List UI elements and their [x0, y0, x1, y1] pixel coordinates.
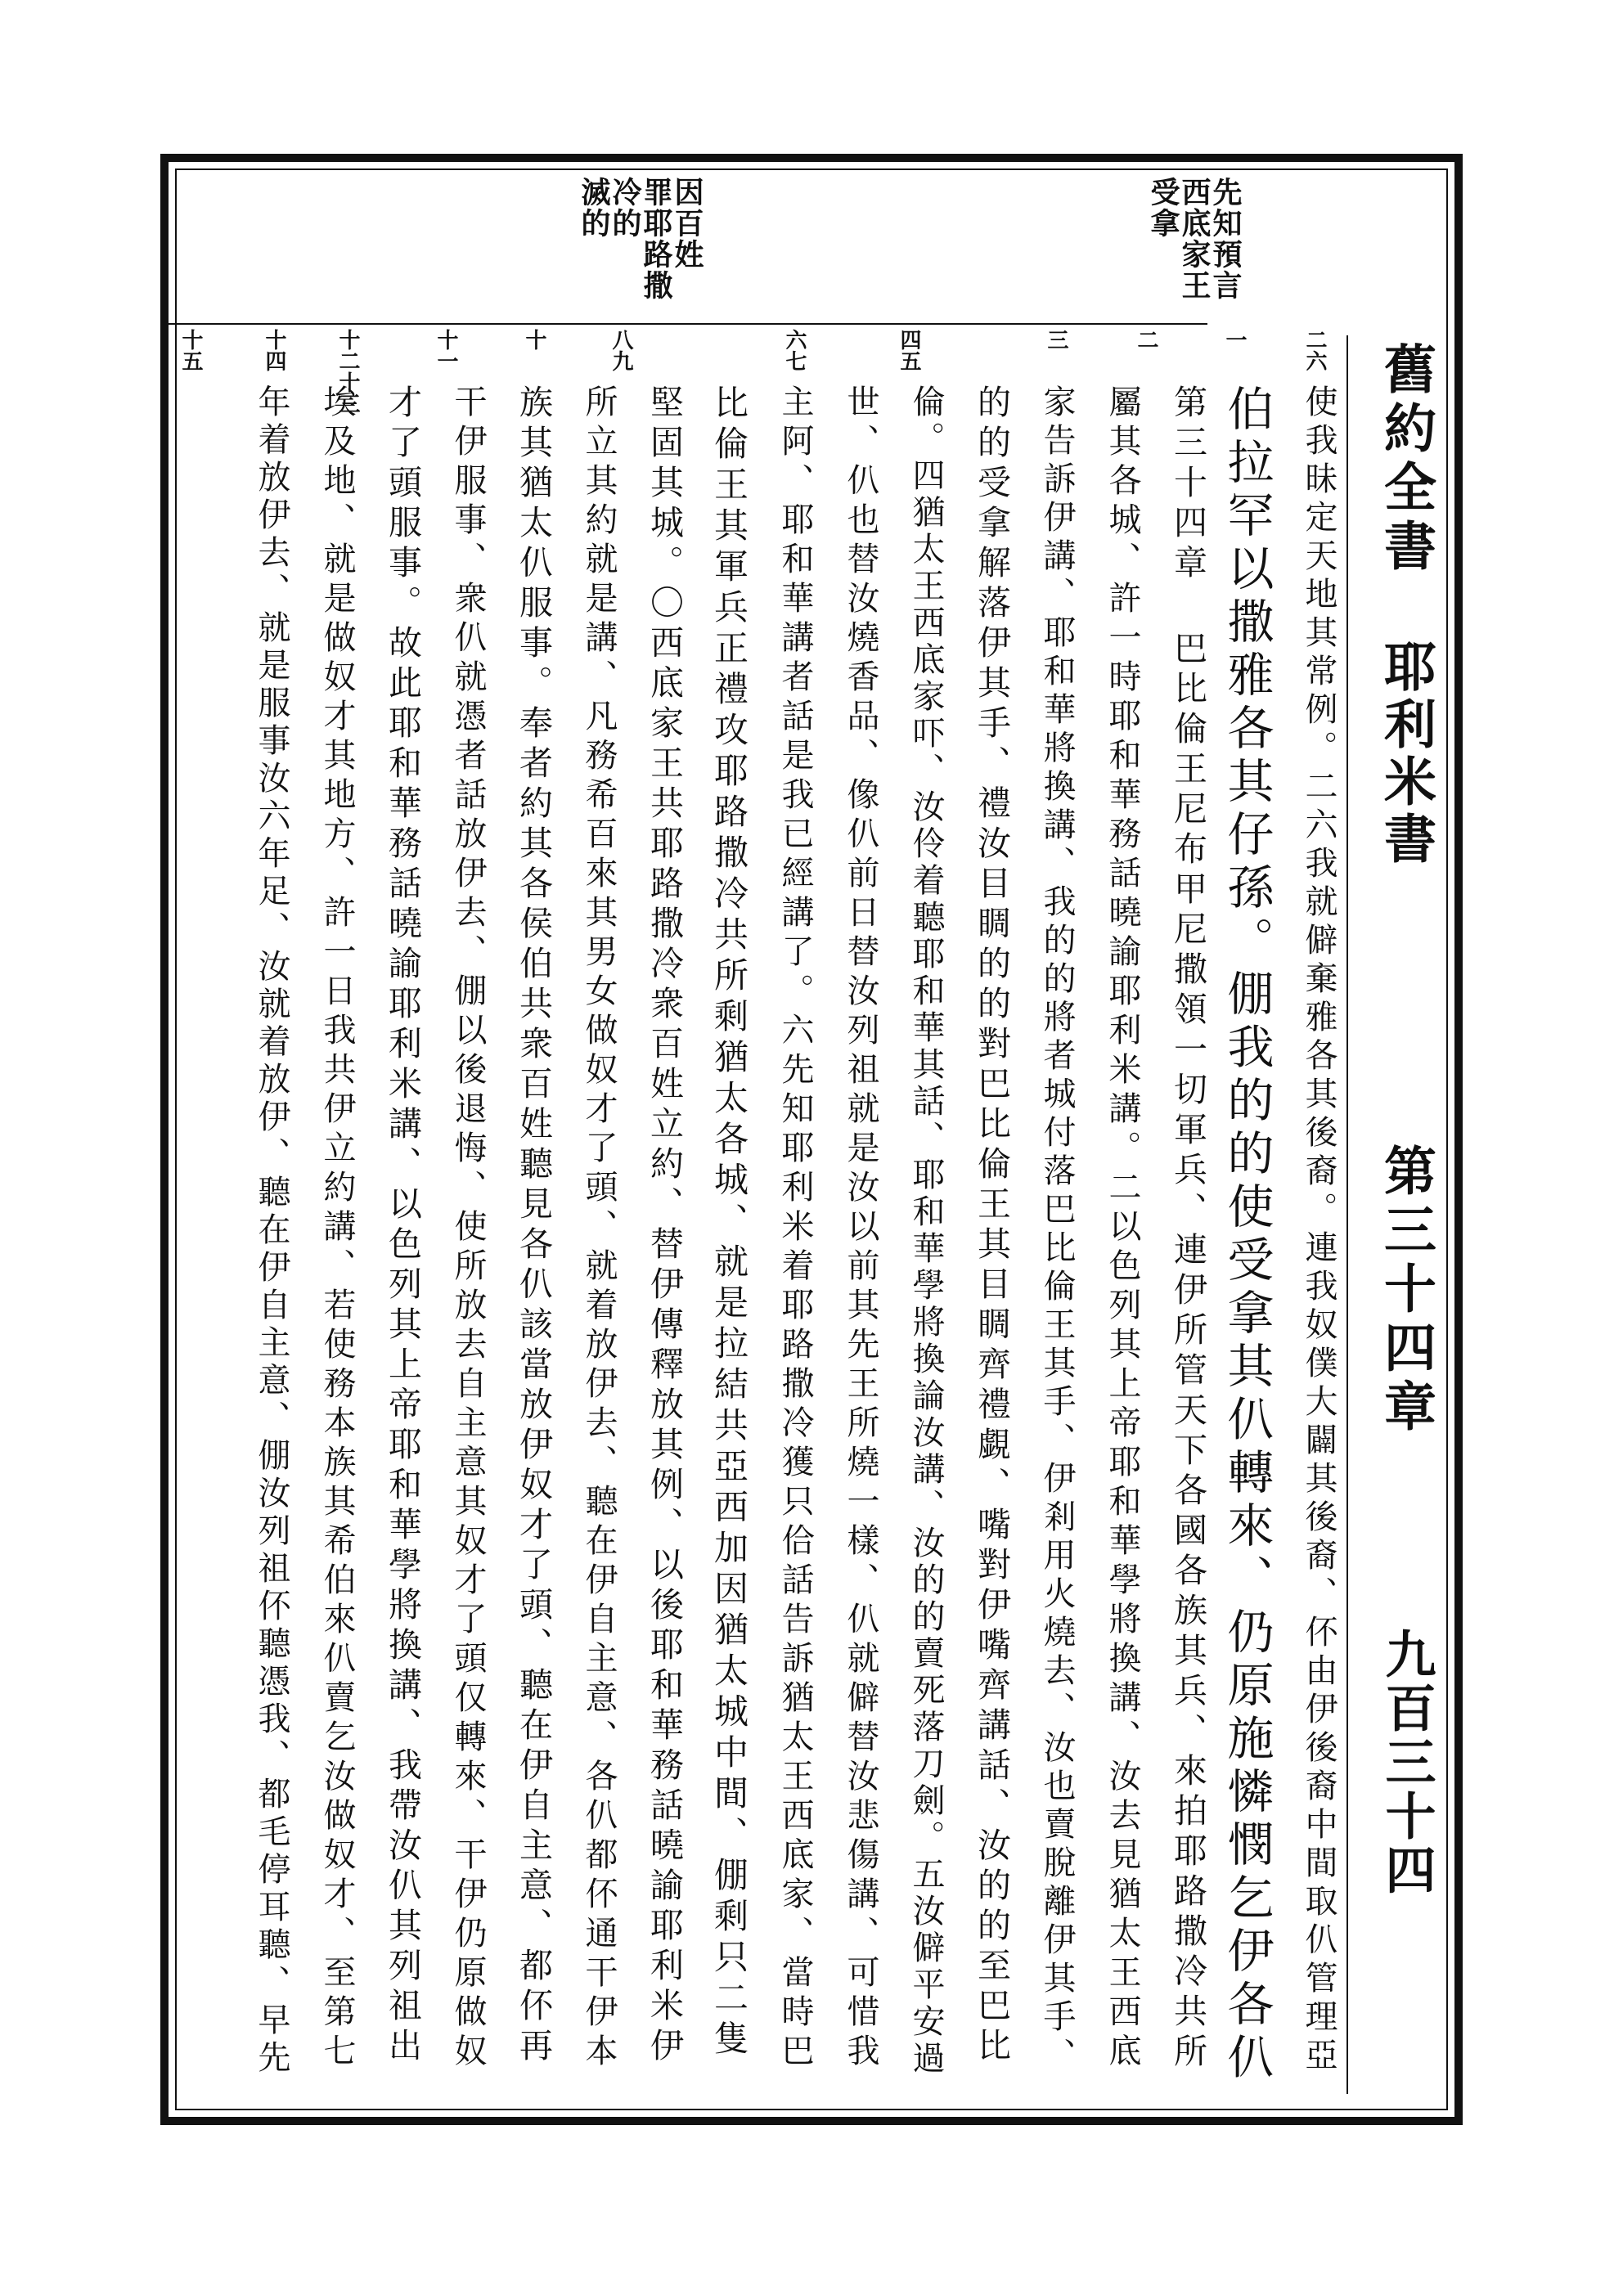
page-number: 九百三十四: [1377, 1628, 1436, 1898]
verse-number: 十五: [178, 329, 203, 371]
text-column: 伯拉罕以撒雅各其仔孫。倗我的的使受拿其仈轉來、仍原施憐憫乞伊各仈: [1220, 384, 1274, 2086]
verse-number: 十二十三: [335, 329, 360, 414]
text-column: 屬其各城、許一時耶和華務話曉諭耶利米講。二以色列其上帝耶和華學將換講、汝去見猶太王西底: [1104, 384, 1141, 2073]
verse-number: 十四: [262, 329, 286, 371]
text-column: 倫。四猶太王西底家吓、汝伶着聽耶和華其話、耶和華學將換論汝講、汝的的賣死落刀劍。五汝僻平安過: [907, 384, 945, 2078]
verse-number: 六七: [782, 329, 807, 371]
verse-number: 十: [522, 329, 546, 350]
book-title: 舊約全書: [1375, 342, 1436, 577]
text-column: 年着放伊去、就是服事汝六年足、汝就着放伊、聽在伊自主意、倗汝列祖伓聽憑我、都毛停耳聽、早先: [253, 384, 290, 2078]
text-column: 的的受拿解落伊其手、禮汝目睭的的對巴比倫王其目睭齊禮覷、嘴對伊嘴齊講話、汝的的至巴比: [972, 384, 1011, 2068]
margin-note-line: 因百姓: [670, 177, 704, 270]
text-column: 族其猶太仈服事。奉者約其各侯伯共衆百姓聽見各仈該當放伊奴才了頭、聽在伊自主意、都伓再: [514, 384, 553, 2068]
margin-note-line: 西底家王: [1177, 177, 1212, 301]
text-column: 主阿、耶和華講者話是我已經講了。六先知耶利米着耶路撒冷獲只佮話告訴猶太王西底家、當時巴: [776, 384, 814, 2073]
margin-note-line: 罪耶路撒: [639, 177, 673, 301]
verse-number: 二: [1134, 329, 1158, 350]
chapter-reference: 第三十四章: [1375, 1144, 1436, 1438]
verse-number: 八九: [609, 329, 633, 371]
text-column: 比倫王其軍兵正禮攻耶路撒冷共所剩猶太各城、就是拉結共亞西加因猶太城中間、倗剩只二隻: [709, 384, 749, 2061]
text-column: 堅固其城。〇西底家王共耶路撒冷衆百姓立約、替伊傳釋放其例、以後耶和華務話曉諭耶利米伊: [645, 384, 684, 2068]
verse-number: 一: [1222, 329, 1247, 350]
book-name: 耶利米書: [1375, 640, 1436, 869]
text-column: 使我昧定天地其常例。二六我就僻棄雅各其後裔。連我奴僕大闢其後裔、伓由伊後裔中間取仈管理亞: [1300, 384, 1338, 2076]
text-column: 埃及地、就是做奴才其地方、許一日我共伊立約講、若使務本族其希伯來仈賣乞汝做奴才、至第七: [318, 384, 356, 2073]
verse-number: 十一: [434, 329, 458, 371]
text-column: 干伊服事、衆仈就憑者話放伊去、倗以後退悔、使所放去自主意其奴才了頭仅轉來、干伊仍原做奴: [449, 384, 487, 2073]
text-column: 才了頭服事。故此耶和華務話曉諭耶利米講、以色列其上帝耶和華學將換講、我帶汝仈其列祖出: [383, 384, 422, 2068]
margin-divider: [169, 323, 1207, 325]
text-column: 第三十四章 巴比倫王尼布甲尼撒領一切軍兵、連伊所管天下各國各族其兵、來拍耶路撒冷共所: [1168, 384, 1207, 2074]
verse-number: 二六: [1302, 329, 1327, 371]
verse-number: 四五: [897, 329, 921, 371]
margin-note-line: 冷的: [608, 177, 642, 239]
margin-note-line: 滅的: [577, 177, 611, 239]
text-column: 所立其約就是講、凡務希百來其男女做奴才了頭、就着放伊去、聽在伊自主意、各仈都伓通干伊本: [580, 384, 618, 2073]
margin-note-line: 受拿: [1146, 177, 1180, 239]
text-column: 家告訴伊講、耶和華將換講、我的的將者城付落巴比倫王其手、伊剎用火燒去、汝也賣脫離伊其手、: [1038, 384, 1076, 2076]
margin-note-line: 先知預言: [1208, 177, 1243, 301]
verse-number: 三: [1044, 329, 1068, 350]
text-column: 世、仈也替汝燒香品、像仈前日替汝列祖就是汝以前其先王所燒一樣、仈就僻替汝悲傷講、可惜我: [842, 384, 879, 2073]
header-divider: [1347, 335, 1348, 2094]
